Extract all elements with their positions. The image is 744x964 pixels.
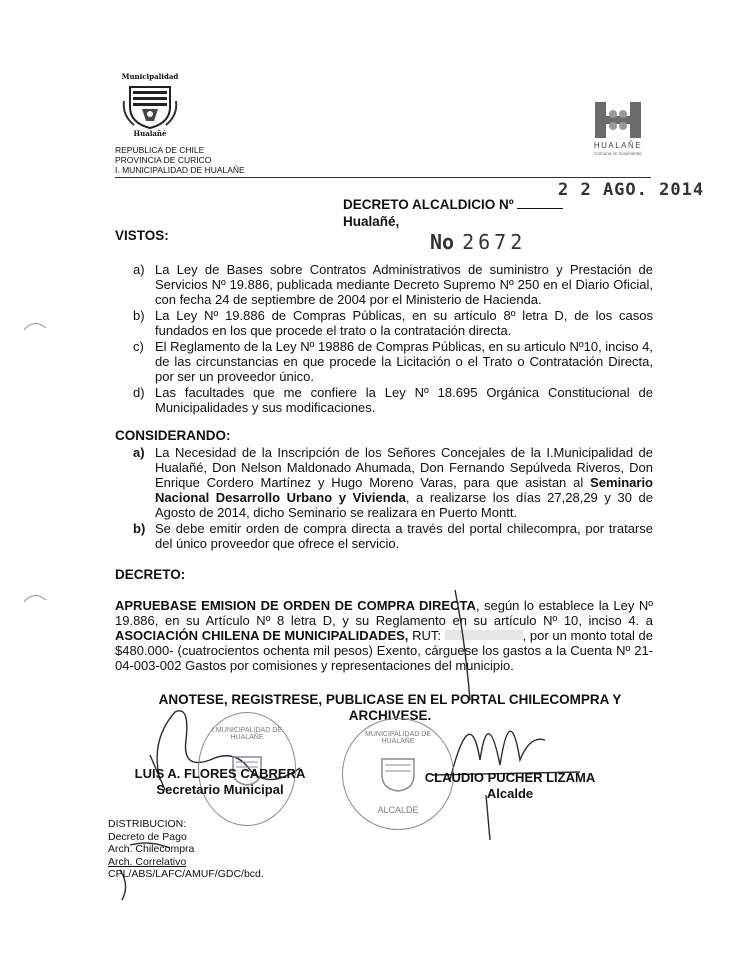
hualane-logo [588, 100, 648, 160]
item-label: c) [133, 339, 144, 354]
stamp-number-value: 2672 [462, 230, 527, 254]
considerando-item [133, 445, 653, 520]
hualane-logo-icon [593, 100, 643, 140]
distribution-block [108, 818, 264, 881]
distribution-line: Arch. Chilecompra [108, 843, 195, 855]
org-line-province: PROVINCIA DE CURICO [115, 155, 212, 165]
decreto-text: , por un monto total de $480.000- (cuatrocientos ochenta mil pesos) Exento, cárguese los gastos a la Cuenta Nº 21-04-003-002 Gastos por comisiones y representaciones del municipio. [115, 628, 653, 673]
decree-place: Hualañé, [343, 214, 400, 229]
punch-hole-marks [20, 300, 50, 640]
item-label: b) [133, 521, 146, 536]
item-text-part: , a realizarse los días 27,28,29 y 30 de Agosto de 2014, dicho Seminario se realizara en Puerto Montt. [155, 490, 653, 520]
stamp-number-prefix: No [430, 230, 455, 254]
decreto-approval: APRUEBASE EMISION DE ORDEN DE COMPRA DIRECTA [115, 598, 476, 613]
vistos-item [133, 385, 653, 415]
seminar-name: Seminario Nacional Desarrollo Urbano y Vivienda [155, 475, 653, 505]
vistos-item [133, 339, 653, 384]
item-label: b) [133, 308, 145, 323]
secretary-name: LUIS A. FLORES CABRERA [134, 766, 306, 781]
item-text: La Ley de Bases sobre Contratos Administrativos de suministro y Prestación de Servicios Nº 19.886, publicada mediante Decreto Supremo Nº 250 en el Diario Oficial, con fecha 24 de septiembre de 2004 por el Ministerio de Hacienda. [155, 262, 653, 307]
seal-caption: MUNICIPALIDAD DE HUALAÑE [365, 731, 431, 745]
supplier-name: ASOCIACIÓN CHILENA DE MUNICIPALIDADES, [115, 628, 409, 643]
seal-caption: I.MUNICIPALIDAD DE HUALAÑE [212, 727, 282, 741]
item-text: Se debe emitir orden de compra directa a través del portal chilecompra, por tratarse del único proveedor que ofrece el servicio. [155, 521, 653, 551]
stamp-date: 2 2 AGO. 2014 [558, 180, 705, 200]
item-text: Las facultades que me confiere la Ley Nº 18.695 Orgánica Constitucional de Municipalidades y sus modificaciones. [155, 385, 653, 415]
item-label: a) [133, 262, 145, 277]
secretary-title: Secretario Municipal [156, 782, 284, 797]
vistos-list [133, 262, 653, 416]
decree-title [343, 197, 563, 212]
municipal-seal [120, 72, 180, 138]
coat-of-arms-icon [120, 81, 180, 131]
distribution-line: CPL/ABS/LAFC/AMUF/GDC/bcd. [108, 868, 264, 880]
decreto-text: , según lo establece la Ley Nº 19.886, en su Artículo Nº 8 letra D, y su Reglamento en su artículo Nº 10, inciso 4. a [115, 598, 653, 628]
considerando-item [133, 521, 653, 551]
closing-line: ARCHIVESE. [348, 708, 432, 723]
seal-text-top: Municipalidad [121, 72, 179, 81]
item-label: a) [133, 445, 145, 460]
stamp-number [430, 230, 526, 254]
decree-number-blank [517, 197, 563, 209]
decree-title-text: DECRETO ALCALDICIO Nº [343, 197, 514, 212]
distribution-line: Arch. Correlativo [108, 855, 187, 868]
rut-redacted [445, 630, 523, 640]
vistos-item [133, 262, 653, 307]
decreto-heading: DECRETO: [115, 567, 186, 582]
org-header [115, 145, 245, 175]
seal-caption-bottom: ALCALDE [377, 805, 419, 815]
mayor-title: Alcalde [486, 786, 534, 801]
vistos-heading: VISTOS: [115, 228, 169, 243]
item-text: El Reglamento de la Ley Nº 19886 de Compras Públicas, en su articulo Nº10, inciso 4, de las circunstancias en que procede la Licitación o el Trato o Contratación Directa, por ser un proveedor único. [155, 339, 653, 384]
mayor-name: CLAUDIO PUCHER LIZAMA [424, 770, 596, 785]
distribution-line: Decreto de Pago [108, 830, 187, 843]
org-line-municipality: I. MUNICIPALIDAD DE HUALAÑE [115, 165, 245, 175]
org-line-country: REPUBLICA DE CHILE [115, 145, 205, 155]
logo-name: HUALAÑE [593, 141, 643, 150]
item-label: d) [133, 385, 145, 400]
considerando-heading: CONSIDERANDO: [115, 428, 231, 443]
decreto-paragraph [115, 598, 653, 673]
distribution-heading: DISTRIBUCION: [108, 818, 187, 830]
logo-tagline: Comuna en movimiento [594, 151, 642, 156]
closing-line: ANOTESE, REGISTRESE, PUBLICASE EN EL PORTAL CHILECOMPRA Y [158, 692, 622, 707]
header-rule [115, 177, 651, 178]
decreto-text: RUT: [408, 628, 445, 643]
item-text: La Ley Nº 19.886 de Compras Públicas, en su artículo 8º letra D, de los casos fundados en los que procede el trato o la contratación directa. [155, 308, 653, 338]
secretary-signature-block [110, 766, 330, 798]
seal-text-bottom: Hualañé [133, 129, 167, 138]
mayor-signature-block [400, 770, 620, 802]
item-text-part: La Necesidad de la Inscripción de los Señores Concejales de la I.Municipalidad de Hualañé, Don Nelson Maldonado Ahumada, Don Fernando Sepúlveda Riveros, Don Enrique Cordero Martínez y Hugo Moreno Varas, para que asistan al [155, 445, 653, 490]
considerando-list [133, 445, 653, 552]
vistos-item [133, 308, 653, 338]
